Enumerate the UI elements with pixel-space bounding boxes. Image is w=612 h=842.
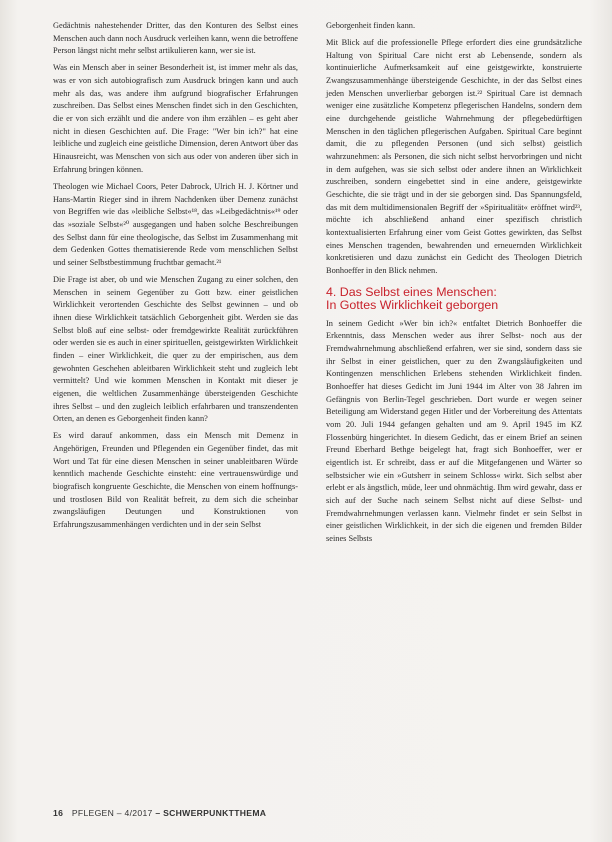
paragraph: Mit Blick auf die professionelle Pflege erfordert dies eine grundsätzliche Haltung von Spiritual Care nicht erst ab Lebensende, sondern als kontinuierliche Aufmerksamkeit auf eine geistgewirkte, konstruierte Zwangszusammenhänge übersteigende Geschichte, in der das Selbst eines jeden Menschen unverlierbar geborgen ist.²² Spiritual Care ist demnach weniger eine zusätzliche Kompetenz pflegerischen Handelns, sondern dem eine durchgehende geistliche Wahrnehmung der pflegebedürftigen Menschen in den täglichen pflegerischen Aufgaben. Spiritual Care beginnt damit, die zu pflegenden Personen (und sich selbst) geistlich wahrzunehmen: als Personen, die sich nicht selbst hervorbringen und nicht in dem aufgehen, was sie sich selbst oder andere ihnen an Wirklichkeit zuschreiben, sondern eingebettet sind in eine andere, geistgewirkte Geschichte, die sie trägt und in der sie geborgen sind. Das Spannungsfeld, das mit dem multidimensionalen Begriff der »Spiritualität« eröffnet wird²³, möchte ich abschließend anhand einer spezifisch christlich kontextualisierten Erfahrung einer vom Geist Gottes gewirkten, das Selbst eines Menschen tragenden, bewahrenden und erneuernden Wirklichkeit konkretisieren und dazu zunächst ein Gedicht des Theologen Dietrich Bonhoeffer in den Blick nehmen. bbox=[326, 38, 582, 275]
paragraph: Theologen wie Michael Coors, Peter Dabrock, Ulrich H. J. Körtner und Hans-Martin Rieger sind in ihrem Nachdenken über Demenz zunächst von Begriffen wie das »leibliche Selbst«¹⁸, das »Leibgedächtnis«¹⁹ oder das »soziale Selbst«²⁰ ausgegangen und haben solche Beschreibungen des Selbst dann für eine theologische, das Selbst im Zusammenhang mit dem Gedenken Gottes thematisierende Rede vom menschlichen Selbst und seiner Selbstbestimmung fruchtbar gemacht.²¹ bbox=[53, 181, 298, 267]
right-text-column bbox=[326, 20, 582, 550]
paragraph: Was ein Mensch aber in seiner Besonderheit ist, ist immer mehr als das, was er von sich autobiografisch zum Ausdruck bringen kann und auch mehr als das, was andere ihm aufgrund biografischer Erfahrungen zuschreiben. Das Selbst eines Menschen findet sich in den Geschichten, die er von sich erzählt und die andere von ihm erzählen – es geht aber nicht in diesen Geschichten auf. Die Frage: "Wer bin ich?" hat eine leibliche und zugleich eine geistliche Dimension, deren Antwort über das Hinausreicht, was Menschen von sich aus oder von anderen über sich in Erfahrung bringen können. bbox=[53, 63, 298, 174]
paragraph: In seinem Gedicht »Wer bin ich?« entfaltet Dietrich Bonhoeffer die Erkenntnis, dass Menschen weder aus ihrer Selbst- noch aus der Fremdwahrnehmung abschließend erfahren, wer sie sind, sondern dass sie ihr Selbst in einer geistlichen, quer zu den Zwangsläufigkeiten und Kontingenzen menschlichen Erlebens stehenden Wirklichkeit finden. Bonhoeffer hat dieses Gedicht im Juni 1944 im Alter von 38 Jahren im Gefängnis von Berlin-Tegel geschrieben. Dort wurde er wegen seiner Beteiligung am Widerstand gegen Hitler und der Vorbereitung des Attentats vom 20. Juli 1944 gefangen gehalten und am 9. April 1945 im KZ Flossenbürg hingerichtet. In diesem Gedicht, das er einem Brief an seinen Freund Eberhard Bethge beigelegt hat, fragt sich Bonhoeffer, wer er eigentlich ist. Er schreibt, dass er auf die Mitgefangenen und Wärter so selbstsicher wie ein »Gutsherr in seinem Schloss« wirkt. Sich selbst aber erlebt er als ängstlich, müde, leer und ohnmächtig. Ihm wird gewahr, dass er sich auf der Suche nach seinem Selbst nicht auf diese Selbst- und Fremdwahrnehmungen verlassen kann. Vielmehr findet er sein Selbst in einer geistlichen Wirklichkeit, in der sich die eigenen und fremden Bilder seines Selbsts bbox=[326, 318, 582, 543]
paragraph: Es wird darauf ankommen, dass ein Mensch mit Demenz in Angehörigen, Freunden und Pflegenden ein Gegenüber findet, das mit Wort und Tat für eine diesen Menschen in seiner unableitbaren Würde kenntlich machende Geschichte einsteht: eine vertrauenswürdige und biografisch kongruente Geschichte, die Menschen von einem hoffnungs- und trostlosen Bild von Realität befreit, zu dem sich die scheinbar zwangsläufigen Deutungen und Konstruktionen von Erfahrungszusammenhängen verdichten und in der sein Selbst bbox=[53, 431, 298, 529]
section-heading bbox=[326, 286, 582, 313]
paragraph: Gedächtnis nahestehender Dritter, das den Konturen des Selbst eines Menschen auch dann noch Ausdruck verleihen kann, wenn die betroffene Person längst nicht mehr selbst artikulieren kann, wer sie ist. bbox=[53, 21, 298, 56]
page-number: 16 bbox=[53, 808, 64, 818]
section-heading-line-2: In Gottes Wirklichkeit geborgen bbox=[326, 298, 499, 313]
section-heading-line-1: 4. Das Selbst eines Menschen: bbox=[326, 284, 497, 299]
publication-issue: PFLEGEN – 4/2017 bbox=[71, 808, 153, 818]
left-text-column bbox=[53, 20, 298, 536]
paragraph: Geborgenheit finden kann. bbox=[326, 21, 416, 30]
page-footer bbox=[53, 808, 266, 818]
footer-separator: – bbox=[155, 808, 161, 818]
paragraph: Die Frage ist aber, ob und wie Menschen Zugang zu einer solchen, den Menschen in seinem Gegenüber zu Gott bzw. einer geistlichen Wirklichkeit verortenden Geschichte des Selbst gewinnen – und ob ihnen diese Wirklichkeit tatsächlich Geborgenheit gibt. Werden sie das Selbst bloß auf eine selbst- oder fremdgewirkte Realität zurückführen oder werden sie es auch in einer spirituellen, geistgewirkten Wirklichkeit finden – einer Wirklichkeit, die quer zu der empirischen, aus dem gewohnten Geschehen ableitbaren Wirklichkeit steht und zugleich lebt vermittelt? Und wie kommen Menschen in Kontakt mit dieser je eigenen, die weltlichen Zusammenhänge übersteigenden Geschichte ihres Selbst – und den zugleich leiblich erfahrbaren und transzendenten Orten, an denen es Geborgenheit finden kann? bbox=[53, 274, 298, 424]
section-theme: SCHWERPUNKTTHEMA bbox=[163, 808, 267, 818]
